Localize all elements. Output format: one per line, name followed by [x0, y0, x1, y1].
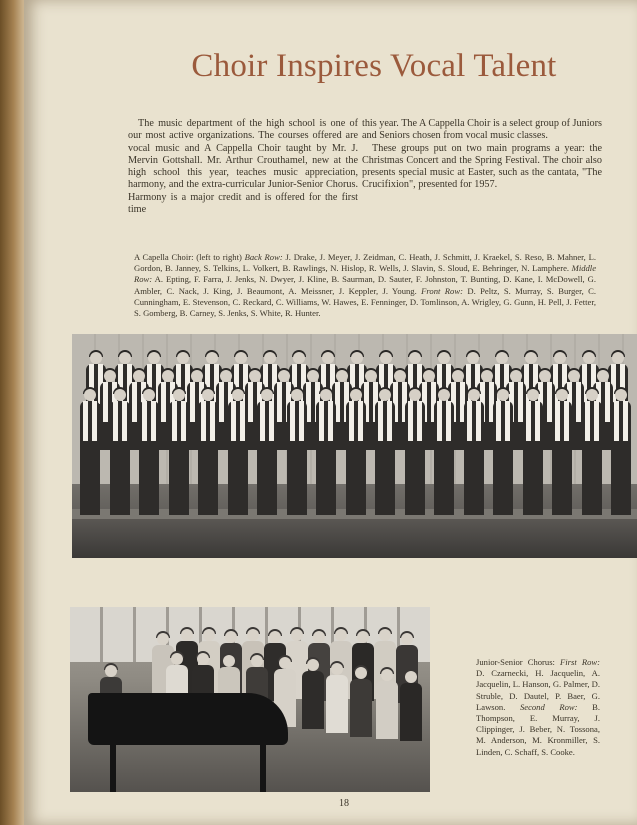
middle-row-names: A. Epting, F. Farra, J. Jenks, N. Dwyer, J. Kline, B. Saurman, D. Sauter, F. Johnston, T. Bunting, D. Kane, I. McDowell, G. Ambler, C. Nack, J. King, J. Beaumont, A. Meissner, J. Keppler, J. Young. [134, 274, 596, 296]
second-row-names: B. Thompson, E. Murray, J. Clippinger, J. Beber, N. Tossona, M. Anderson, M. Kronmiller, S. Linden, C. Schaff, S. Cooke. [476, 701, 600, 757]
choir-singer [346, 389, 366, 515]
chorus-student [350, 667, 372, 737]
first-row-names: D. Czarnecki, H. Jacquelin, A. Jacquelin, L. Hanson, G. Palmer, D. Struble, D. Dautel, P. Baer, G. Lawson. [476, 668, 601, 712]
choir-singer [257, 389, 277, 515]
intro-paragraph-1-continued: this year. The A Cappella Choir is a select group of Juniors and Seniors chosen from vocal music classes. [362, 118, 602, 142]
choir-singer [464, 389, 484, 515]
chorus-caption-lead: Junior-Senior Chorus: [476, 657, 555, 667]
choir-singer [316, 389, 336, 515]
choir-singer [375, 389, 395, 515]
chorus-student [376, 669, 398, 739]
intro-paragraph-2: These groups put on two main programs a year: the Christmas Concert and the Spring Festival. The choir also presents special music at Easter, such as the cantata, "The Crucifixion", presented for 1957. [362, 142, 602, 191]
choir-singer [493, 389, 513, 515]
choir-singer [611, 389, 631, 515]
choir-photo-caption [134, 252, 596, 319]
choir-singer [169, 389, 189, 515]
second-row-label: Second Row: [519, 701, 578, 712]
intro-paragraph-1: The music department of the high school is one of our most active organizations. The courses offered are vocal music and A Cappella Choir taught by Mr. J. Mervin Gottshall. Mr. Arthur Crouthamel, new at the high school this year, teaches music appreciation, harmony, and the extra-curricular Junior-Senior Chorus. Harmony is a major credit and is offered for the first time [128, 118, 358, 216]
middle-row-label: Middle Row: [134, 263, 597, 285]
choir-singer [405, 389, 425, 515]
choir-singer [523, 389, 543, 515]
chorus-student [302, 659, 324, 729]
choir-group-photo [72, 334, 637, 558]
page-number: 18 [339, 798, 349, 809]
caption-lead: A Capella Choir: (left to right) [134, 252, 242, 262]
choir-singer [434, 389, 454, 515]
chorus-student [400, 671, 422, 741]
yearbook-page [24, 0, 637, 825]
grand-piano [88, 693, 288, 745]
photo-floor [72, 519, 637, 558]
choir-singer [110, 389, 130, 515]
choir-singer [228, 389, 248, 515]
choir-singer [582, 389, 602, 515]
back-row-names: J. Drake, J. Meyer, J. Zeidman, C. Heath, J. Schmitt, J. Kraekel, S. Reso, B. Mahner, L. Gordon, B. Janney, S. Telkins, L. Volkert, B. Rawlings, N. Hislop, R. Wells, J. Slavin, S. Sloud, E. Behringer, N. Lamphere. [134, 252, 596, 274]
piano-leg [110, 741, 116, 792]
page-title: Choir Inspires Vocal Talent [191, 48, 557, 84]
choir-singer [139, 389, 159, 515]
front-row-label: Front Row: [421, 285, 463, 296]
chorus-piano-photo [70, 607, 430, 792]
intro-column-left [128, 118, 358, 216]
choir-singer [198, 389, 218, 515]
intro-column-right [362, 118, 602, 192]
back-row-label: Back Row: [244, 252, 283, 262]
choir-singer [552, 389, 572, 515]
piano-leg [260, 741, 266, 792]
chorus-photo-caption [476, 657, 600, 758]
chorus-student [326, 663, 348, 733]
choir-singer [287, 389, 307, 515]
front-row-names: D. Peltz, S. Murray, S. Burger, C. Cunningham, E. Stevenson, C. Reckard, C. Williams, W. Hawes, E. Fenninger, D. Tomlinson, A. Wrigley, G. Gunn, H. Pell, J. Fetter, S. Gomberg, B. Carney, S. Jenks, S. White, R. Hunter. [134, 285, 597, 319]
choir-singer [80, 389, 100, 515]
first-row-label: First Row: [560, 657, 600, 667]
